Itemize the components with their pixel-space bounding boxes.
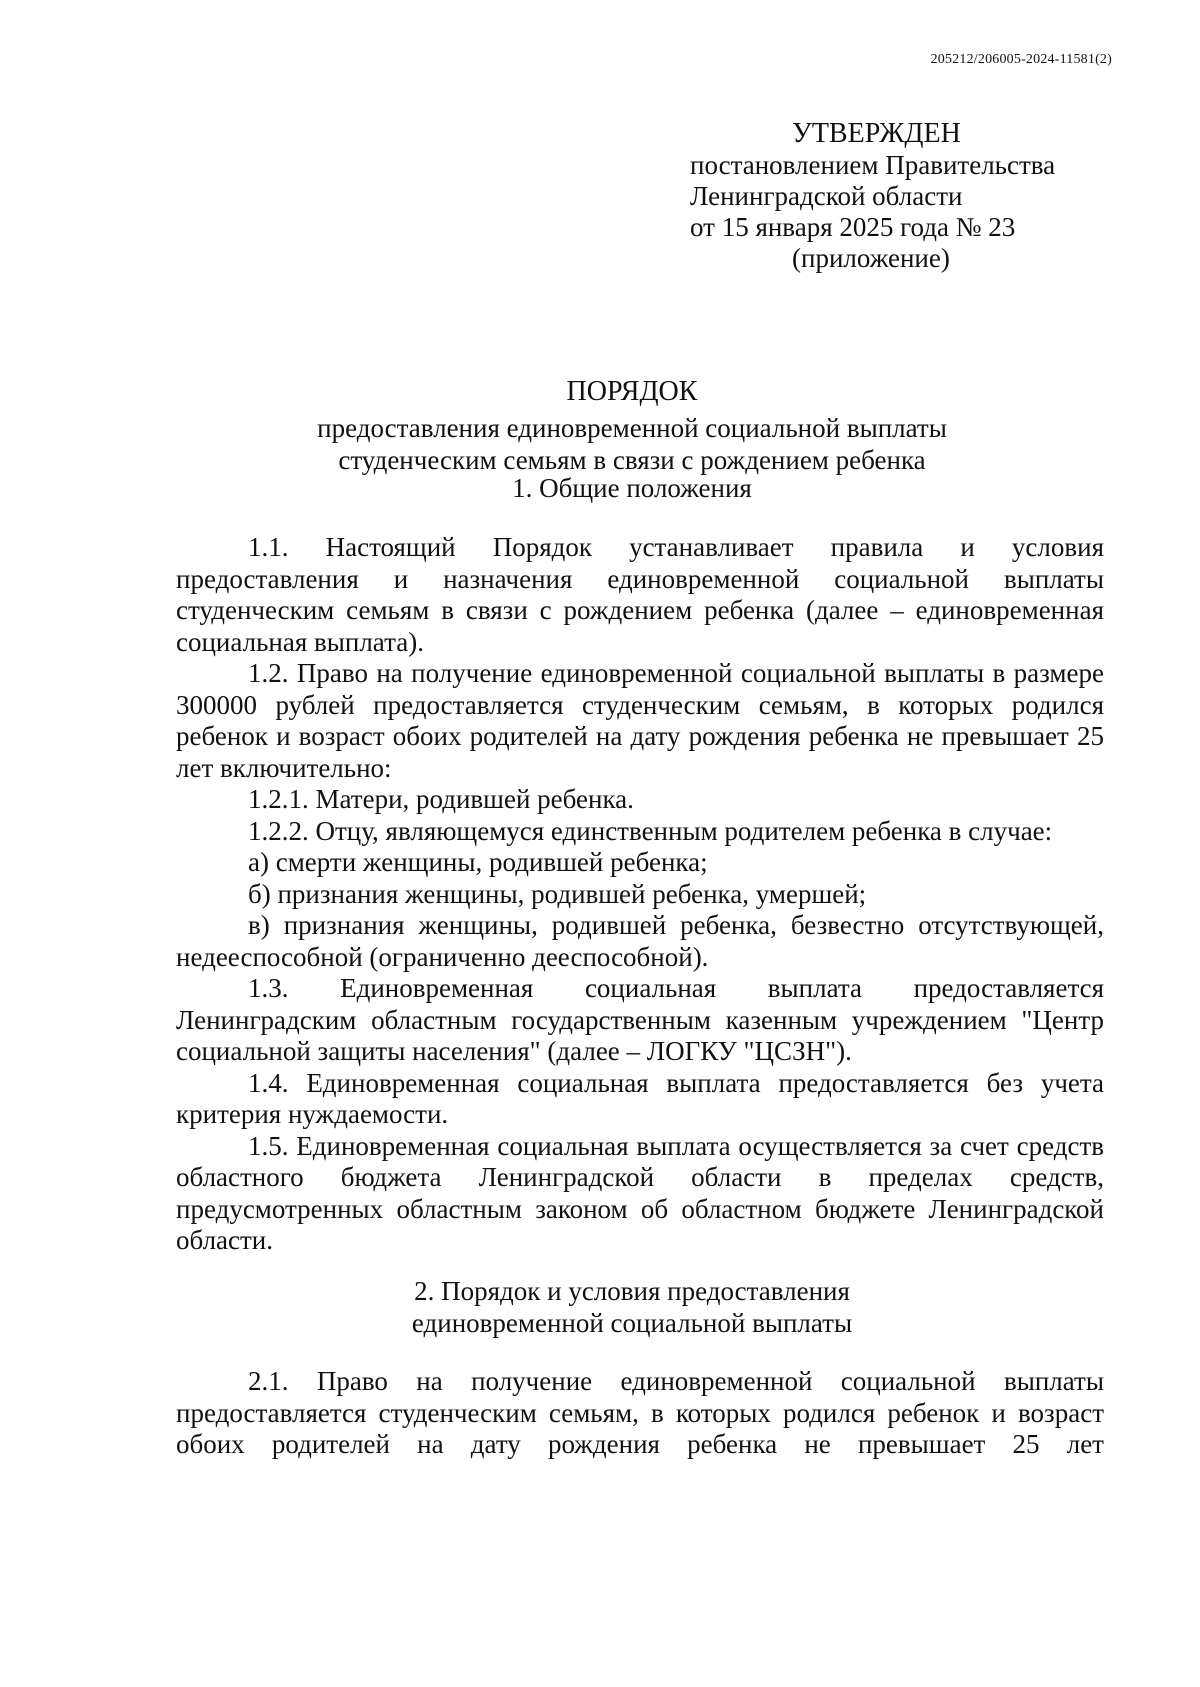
- document-subtitle-line-1: предоставления единовременной социальной выплаты: [317, 413, 947, 443]
- section-2-heading: [172, 1275, 1092, 1339]
- paragraph-1-2-1: 1.2.1. Матери, родившей ребенка.: [248, 784, 634, 814]
- section-1-body: [176, 532, 1104, 1257]
- paragraph-1-2-2: 1.2.2. Отцу, являющемуся единственным родителем ребенка в случае:: [248, 815, 1053, 846]
- section-1-heading: [172, 472, 1092, 504]
- document-title: ПОРЯДОК: [566, 376, 698, 407]
- document-subtitle-line-2: студенческим семьям в связи с рождением ребенка: [338, 445, 926, 475]
- paragraph-2-1: 2.1. Право на получение единовременной социальной выплаты предоставляется студенческим семьям, в которых родился ребенок и возраст обоих родителей на дату рождения ребенка не превышает 25 лет: [176, 1366, 1104, 1459]
- paragraph-1-5: 1.5. Единовременная социальная выплата осуществляется за счет средств областного бюджета Ленинградской области в пределах средств, предусмотренных областным законом об областном бюджете Ленинградской области.: [176, 1130, 1104, 1255]
- approval-line-2: Ленинградской области: [690, 181, 963, 211]
- list-item-v: в) признания женщины, родившей ребенка, безвестно отсутствующей, недееспособной (ограниченно дееспособной).: [176, 910, 1104, 972]
- section-2-heading-line-2: единовременной социальной выплаты: [411, 1308, 853, 1338]
- approval-stamp-block: [690, 118, 1140, 274]
- approval-title: УТВЕРЖДЕН: [792, 118, 961, 149]
- section-2-heading-line-1: 2. Порядок и условия предоставления: [414, 1276, 850, 1306]
- section-2-body: [176, 1366, 1104, 1461]
- document-title-block: [172, 376, 1092, 476]
- section-1-heading-text: 1. Общие положения: [512, 473, 752, 503]
- paragraph-1-2: 1.2. Право на получение единовременной социальной выплаты в размере 300000 рублей предоставляется студенческим семьям, в которых родился ребенок и возраст обоих родителей на дату рождения ребенка не превышает 25 лет включительно:: [176, 658, 1104, 783]
- paragraph-1-3: 1.3. Единовременная социальная выплата предоставляется Ленинградским областным государственным казенным учреждением "Центр социальной защиты населения" (далее – ЛОГКУ "ЦСЗН").: [176, 973, 1104, 1066]
- document-registration-number: 205212/206005-2024-11581(2): [930, 52, 1112, 67]
- list-item-a: а) смерти женщины, родившей ребенка;: [248, 847, 708, 877]
- list-item-b: б) признания женщины, родившей ребенка, умершей;: [248, 878, 867, 909]
- paragraph-1-4: 1.4. Единовременная социальная выплата предоставляется без учета критерия нуждаемости.: [176, 1067, 1104, 1129]
- approval-annex-note: (приложение): [792, 243, 950, 273]
- approval-line-1: постановлением Правительства: [690, 150, 1056, 180]
- paragraph-1-1: 1.1. Настоящий Порядок устанавливает правила и условия предоставления и назначения единовременной социальной выплаты студенческим семьям в связи с рождением ребенка (далее – единовременная социальная выплата).: [176, 532, 1104, 657]
- approval-line-3: от 15 января 2025 года № 23: [690, 212, 1016, 242]
